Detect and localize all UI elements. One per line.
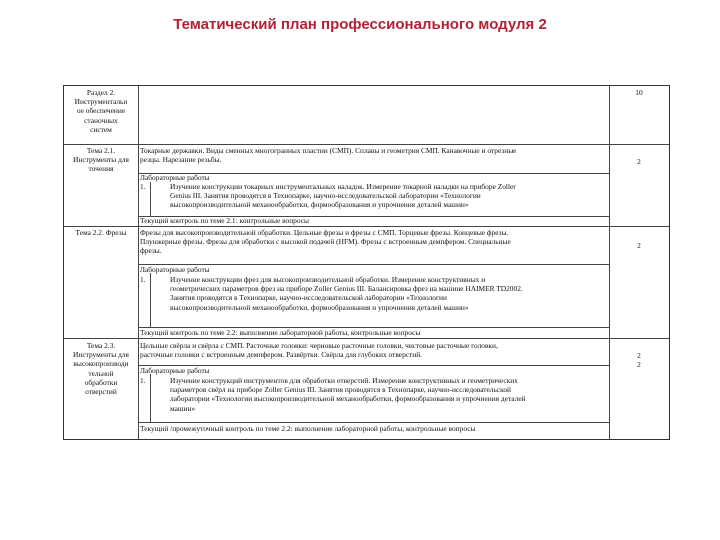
topic-2-3-control: Текущий /промежуточный контроль по теме 2.2: выполнение лабораторной работы, контрольные вопросы <box>140 424 476 433</box>
topic-2-1-lab-num: 1. <box>140 182 146 191</box>
column-divider-left <box>138 86 139 439</box>
section-hours: 10 <box>635 88 643 97</box>
column-divider-right <box>609 86 610 439</box>
topic-2-3-lab-text: Изучение конструкций инструментов для обработки отверстий. Измерение конструктивных и геометрических параметров свёрл на приборе Zoller Genius III. Занятия проводятся в Технопарке, научно-исследовательской лаборатории «Технологии высокопроизводительной механообработки, формообразования и упрочнения деталей машин» <box>170 376 526 413</box>
topic-2-3-lab-title: Лабораторные работы <box>140 366 210 375</box>
row-divider-topic3 <box>64 338 669 339</box>
topic-2-3-lab-num: 1. <box>140 376 146 385</box>
lab1-num-divider <box>150 182 151 216</box>
row-divider-section <box>64 144 669 145</box>
topic-2-2-lab-text: Изучение конструкции фрез для высокопроизводительной обработки. Измерение конструктивных и геометрических параметров фрез на приборе Zoller Genius III. Балансировка фрез на машине HAIMER TD2002. Занятия проводятся в Технопарке, научно-исследовательской лаборатории «Технологии высокопроизводительной механообработки, формообразования и упрочнения деталей машин» <box>170 275 523 312</box>
topic-2-1-lab-title: Лабораторные работы <box>140 173 210 182</box>
lab3-num-divider <box>150 374 151 422</box>
topic-2-2-lab-num: 1. <box>140 275 146 284</box>
topic-2-2-control: Текущий контроль по теме 2.2: выполнение лабораторной работы, контрольные вопросы <box>140 328 421 337</box>
topic-2-3-content: Цельные свёрла и свёрла с СМП. Расточные головки: черновые расточные головки, чистовые расточные головки, расточные головки с встроенным демпфером. Развёртки. Свёрла для глубоких отверстий. <box>140 341 498 360</box>
topic-2-1-hours: 2 <box>637 157 641 166</box>
row-divider-topic2 <box>64 226 669 227</box>
topic-2-1-label: Тема 2.1. Инструменты для точения <box>73 146 129 174</box>
section-label: Раздел 2. Инструментальн ое обеспечение станочных систем <box>74 88 128 134</box>
topic-2-2-content: Фрезы для высокопроизводительной обработки. Цельные фрезы и фрезы с СМП. Торцевые фрезы. Концевые фрезы. Плунжерные фрезы. Фрезы для обработки с высокой подачей (HFM). Фрезы с встроенным демпфером. Специальные фрезы. <box>140 228 511 256</box>
topic-2-2-hours: 2 <box>637 241 641 250</box>
topic-2-2-lab-title: Лабораторные работы <box>140 265 210 274</box>
thematic-plan-table <box>63 85 670 440</box>
topic-2-1-lab-text: Изучение конструкции токарных инструментальных наладок. Измерение токарной наладки на приборе Zoller Genius III. Занятия проводятся в Технопарке, научно-исследовательской лаборатории «Технологии высокопроизводительной механообработки, формообразования и упрочнения деталей машин» <box>170 182 516 210</box>
topic-2-3-hours: 2 2 <box>637 351 641 370</box>
lab2-num-divider <box>150 273 151 327</box>
row-divider-control3 <box>138 422 609 423</box>
topic-2-2-label: Тема 2.2. Фрезы <box>75 228 127 237</box>
topic-2-1-control: Текущий контроль по теме 2.1: контрольные вопросы <box>140 216 309 225</box>
topic-2-1-content: Токарные державки. Виды сменных многогранных пластин (СМП). Сплавы и геометрия СМП. Канавочные и отрезные резцы. Нарезание резьбы. <box>140 146 517 165</box>
page-title: Тематический план профессионального модуля 2 <box>173 16 547 33</box>
topic-2-3-label: Тема 2.3. Инструменты для высокопроизводи тельной обработки отверстий <box>73 341 129 397</box>
